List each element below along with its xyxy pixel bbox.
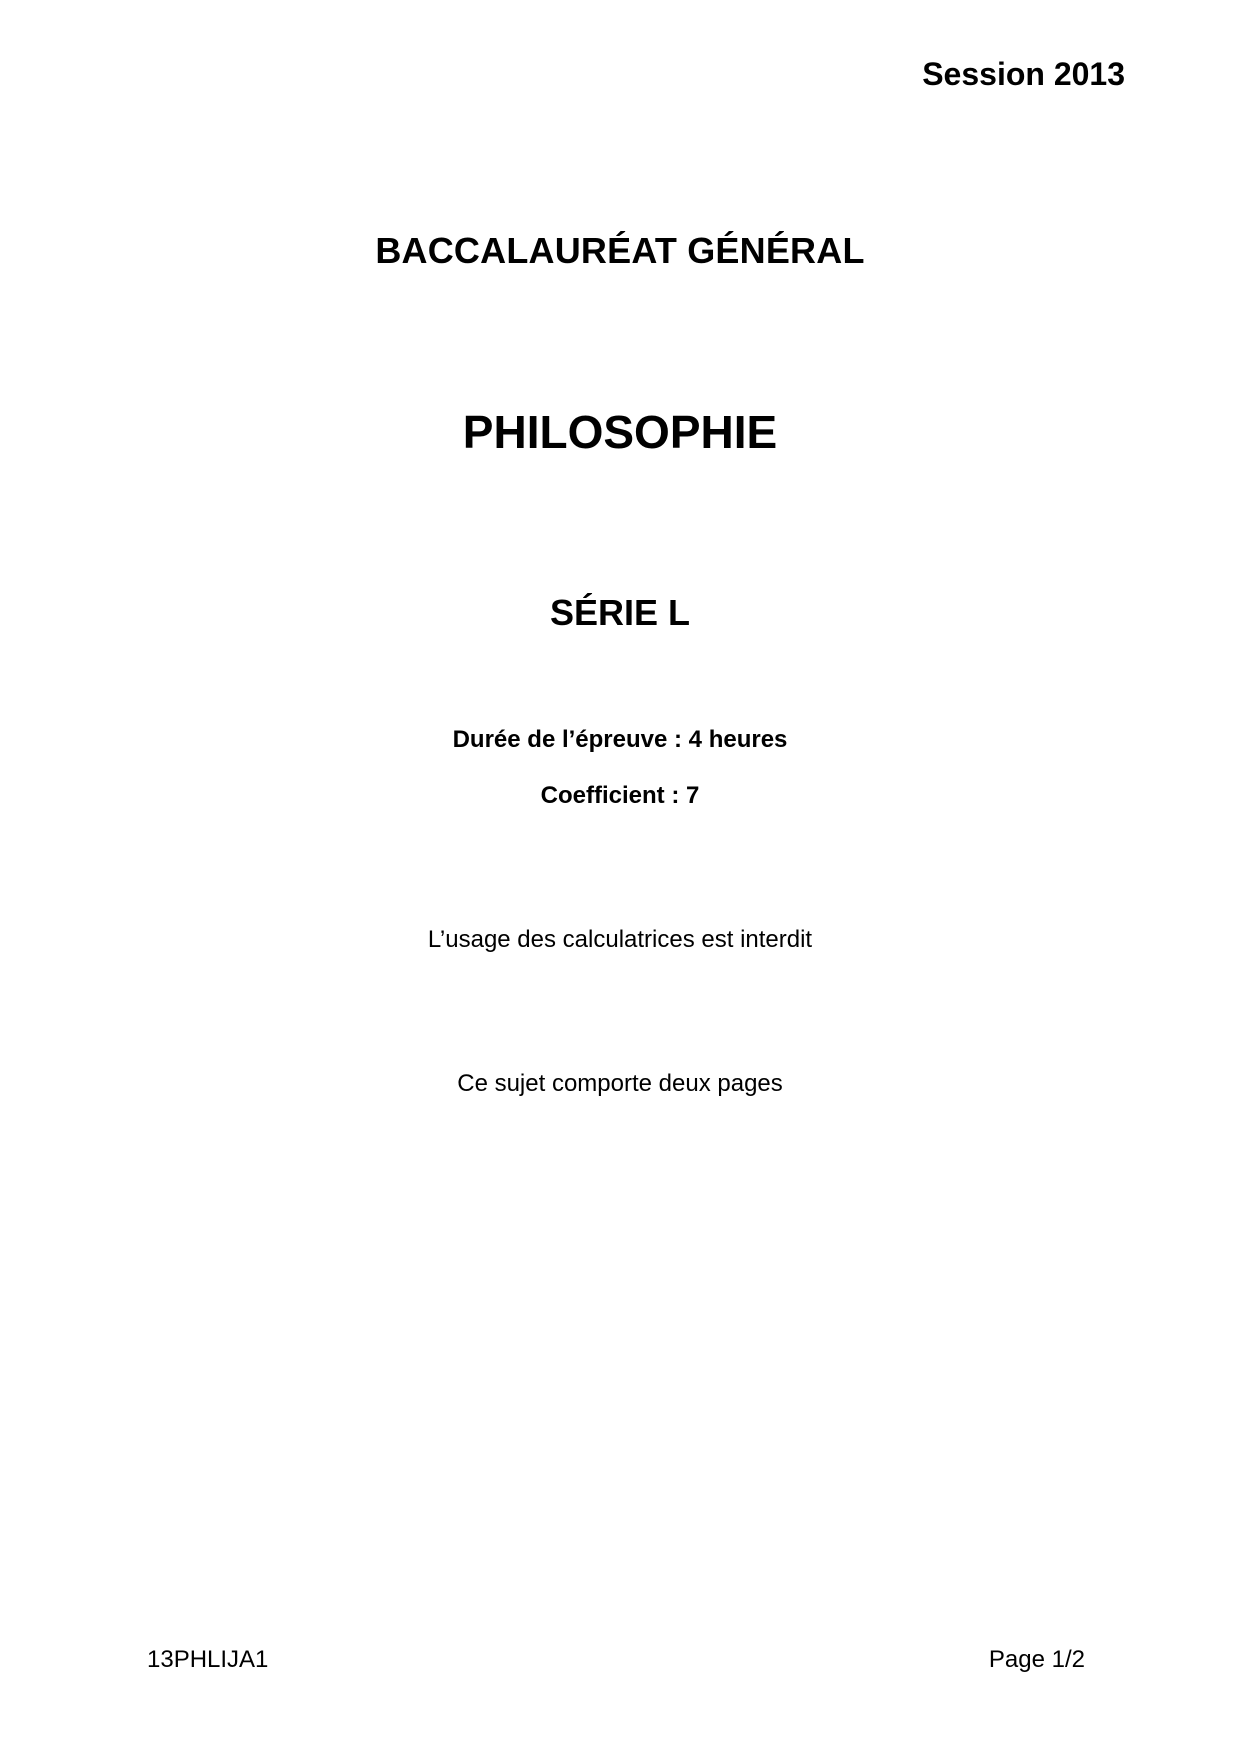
exam-coefficient: Coefficient : 7: [540, 782, 700, 809]
calculator-notice: L’usage des calculatrices est interdit: [427, 926, 813, 953]
session-year: Session 2013: [922, 56, 1125, 92]
exam-title: BACCALAURÉAT GÉNÉRAL: [375, 230, 865, 271]
series-title: SÉRIE L: [549, 592, 691, 633]
exam-duration: Durée de l’épreuve : 4 heures: [452, 726, 788, 753]
page-count-notice: Ce sujet comporte deux pages: [457, 1070, 783, 1097]
document-code: 13PHLIJA1: [147, 1646, 269, 1673]
subject-title: PHILOSOPHIE: [462, 406, 778, 458]
page-number: Page 1/2: [988, 1646, 1085, 1673]
